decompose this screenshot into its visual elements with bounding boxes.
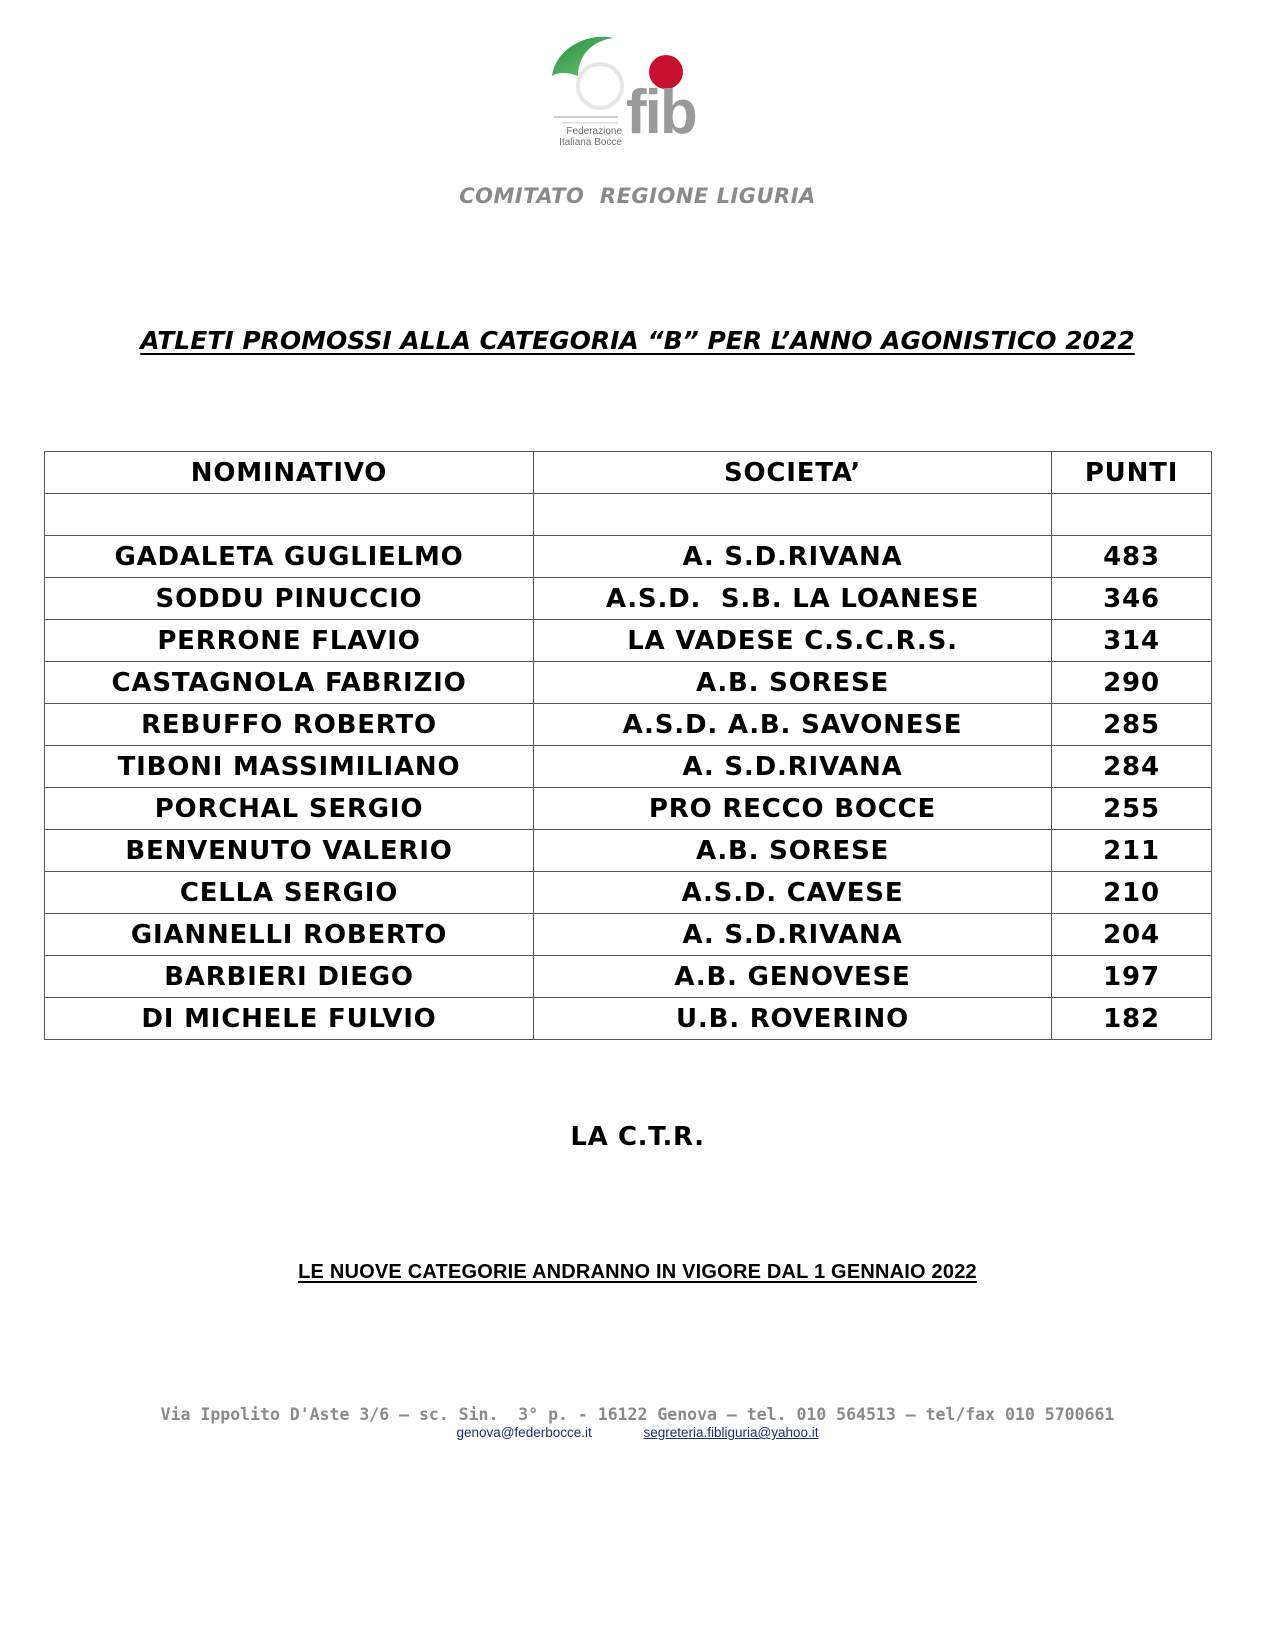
table-row bbox=[45, 956, 1212, 998]
page-title: ATLETI PROMOSSI ALLA CATEGORIA “B” PER L’ANNO AGONISTICO 2022 bbox=[140, 326, 1135, 355]
logo-federation-text bbox=[548, 126, 622, 148]
athlete-name: SODDU PINUCCIO bbox=[45, 578, 534, 620]
ranking-table bbox=[44, 451, 1212, 1040]
athlete-points: 314 bbox=[1052, 620, 1212, 662]
athlete-name: CELLA SERGIO bbox=[45, 872, 534, 914]
table-cell-empty bbox=[45, 494, 534, 536]
email-link-genova[interactable]: genova@federbocce.it bbox=[456, 1425, 592, 1440]
athlete-points: 284 bbox=[1052, 746, 1212, 788]
table-row bbox=[45, 704, 1212, 746]
logo-federation-line2: Italiana Bocce bbox=[559, 137, 622, 148]
column-header-points: PUNTI bbox=[1052, 452, 1212, 494]
athlete-points: 197 bbox=[1052, 956, 1212, 998]
column-header-name: NOMINATIVO bbox=[45, 452, 534, 494]
athlete-points: 211 bbox=[1052, 830, 1212, 872]
table-row bbox=[45, 788, 1212, 830]
table-row bbox=[45, 578, 1212, 620]
footer-address: Via Ippolito D'Aste 3/6 – sc. Sin. 3° p. - 16122 Genova – tel. 010 564513 – tel/fax 010 5700661 bbox=[160, 1405, 1115, 1424]
athlete-points: 182 bbox=[1052, 998, 1212, 1040]
athlete-points: 210 bbox=[1052, 872, 1212, 914]
table-row bbox=[45, 662, 1212, 704]
table-row bbox=[45, 998, 1212, 1040]
table-row bbox=[45, 620, 1212, 662]
athlete-points: 204 bbox=[1052, 914, 1212, 956]
table-cell-empty bbox=[1052, 494, 1212, 536]
athlete-club: A. S.D.RIVANA bbox=[534, 536, 1052, 578]
athlete-name: TIBONI MASSIMILIANO bbox=[45, 746, 534, 788]
committee-name: COMITATO REGIONE LIGURIA bbox=[459, 184, 816, 208]
athlete-points: 483 bbox=[1052, 536, 1212, 578]
athlete-club: A.B. GENOVESE bbox=[534, 956, 1052, 998]
athlete-club: A.S.D. A.B. SAVONESE bbox=[534, 704, 1052, 746]
table-cell-empty bbox=[534, 494, 1052, 536]
athlete-club: LA VADESE C.S.C.R.S. bbox=[534, 620, 1052, 662]
logo-acronym: fib bbox=[626, 78, 696, 147]
column-header-club: SOCIETA’ bbox=[534, 452, 1052, 494]
athlete-name: GADALETA GUGLIELMO bbox=[45, 536, 534, 578]
athlete-name: DI MICHELE FULVIO bbox=[45, 998, 534, 1040]
athlete-name: PERRONE FLAVIO bbox=[45, 620, 534, 662]
athlete-name: PORCHAL SERGIO bbox=[45, 788, 534, 830]
table-row bbox=[45, 536, 1212, 578]
athlete-club: A. S.D.RIVANA bbox=[534, 914, 1052, 956]
athlete-club: A.S.D. CAVESE bbox=[534, 872, 1052, 914]
fib-logo bbox=[548, 30, 748, 160]
athlete-name: GIANNELLI ROBERTO bbox=[45, 914, 534, 956]
athlete-club: A. S.D.RIVANA bbox=[534, 746, 1052, 788]
athlete-name: REBUFFO ROBERTO bbox=[45, 704, 534, 746]
signature: LA C.T.R. bbox=[570, 1122, 705, 1152]
effective-date-notice: LE NUOVE CATEGORIE ANDRANNO IN VIGORE DAL 1 GENNAIO 2022 bbox=[298, 1261, 977, 1283]
footer-emails bbox=[0, 1425, 1275, 1440]
logo-federation-line1: Federazione bbox=[566, 126, 622, 137]
table-row bbox=[45, 746, 1212, 788]
table-row bbox=[45, 914, 1212, 956]
email-link-secretariat[interactable]: segreteria.fibliguria@yahoo.it bbox=[643, 1425, 819, 1440]
athlete-club: U.B. ROVERINO bbox=[534, 998, 1052, 1040]
athlete-club: A.S.D. S.B. LA LOANESE bbox=[534, 578, 1052, 620]
athlete-club: A.B. SORESE bbox=[534, 830, 1052, 872]
table-row bbox=[45, 872, 1212, 914]
athlete-name: BARBIERI DIEGO bbox=[45, 956, 534, 998]
athlete-club: PRO RECCO BOCCE bbox=[534, 788, 1052, 830]
athlete-points: 285 bbox=[1052, 704, 1212, 746]
athlete-name: CASTAGNOLA FABRIZIO bbox=[45, 662, 534, 704]
athlete-points: 290 bbox=[1052, 662, 1212, 704]
table-header-row bbox=[45, 452, 1212, 494]
table-row bbox=[45, 830, 1212, 872]
athlete-points: 255 bbox=[1052, 788, 1212, 830]
table-empty-row bbox=[45, 494, 1212, 536]
athlete-points: 346 bbox=[1052, 578, 1212, 620]
athlete-name: BENVENUTO VALERIO bbox=[45, 830, 534, 872]
athlete-club: A.B. SORESE bbox=[534, 662, 1052, 704]
